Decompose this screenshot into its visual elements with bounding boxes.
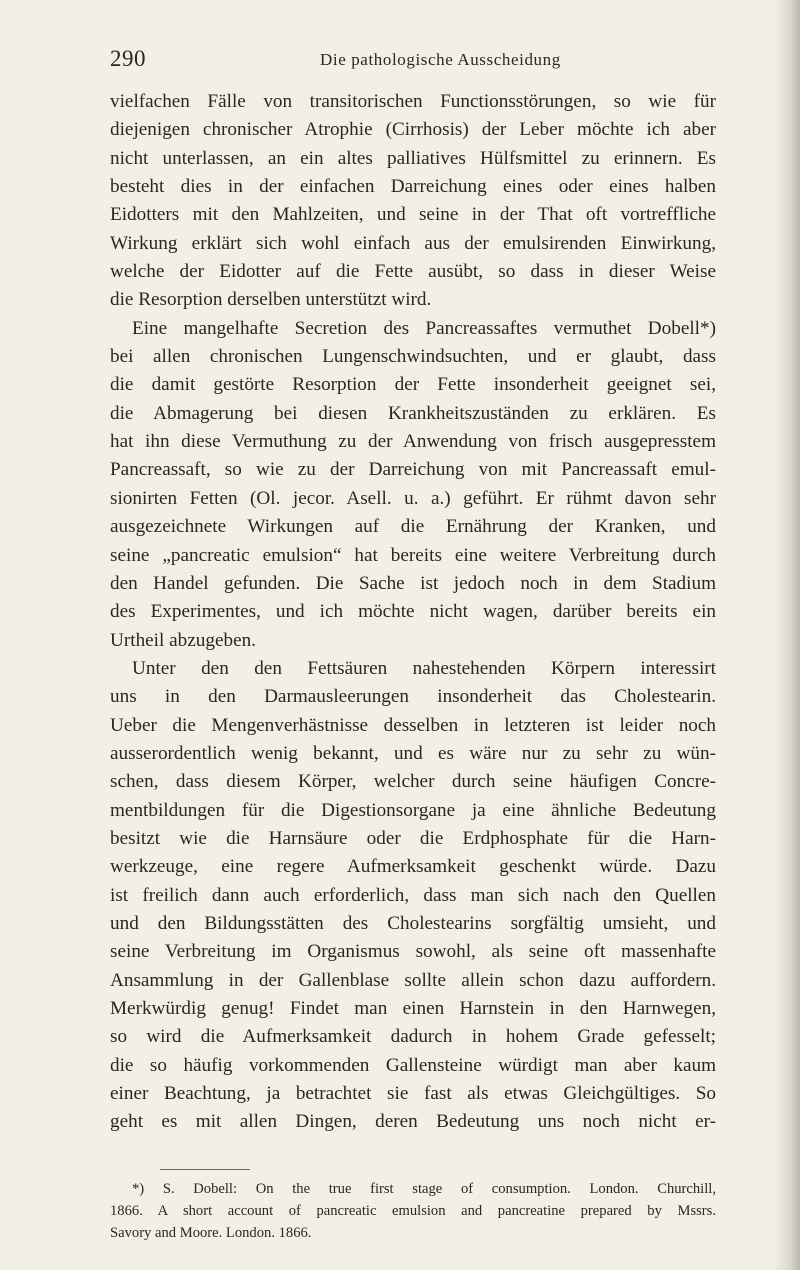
text-line: Urtheil abzugeben. bbox=[110, 629, 256, 651]
text-line: hat ihn diese Vermuthung zu der Anwendung von frisch ausgepresstem bbox=[110, 431, 716, 453]
text-line: Pancreassaft, so wie zu der Darreichung von mit Pancreassaft emul- bbox=[110, 459, 716, 481]
page-edge-shadow bbox=[774, 0, 800, 1270]
text-line: Eidotters mit den Mahlzeiten, und seine in der That oft vortreffliche bbox=[110, 204, 716, 226]
text-line: so wird die Aufmerksamkeit dadurch in hohem Grade gefesselt; bbox=[110, 1026, 716, 1048]
text-line: schen, dass diesem Körper, welcher durch seine häufigen Concre- bbox=[110, 771, 716, 793]
text-line: Wirkung erklärt sich wohl einfach aus der emulsirenden Einwirkung, bbox=[110, 232, 716, 254]
text-line: des Experimentes, und ich möchte nicht wagen, darüber bereits ein bbox=[110, 601, 716, 623]
text-line: Unter den den Fettsäuren nahestehenden Körpern interessirt bbox=[132, 657, 716, 679]
text-line: nicht unterlassen, an ein altes palliatives Hülfsmittel zu erinnern. Es bbox=[110, 147, 716, 169]
text-line: seine Verbreitung im Organismus sowohl, als seine oft massenhafte bbox=[110, 941, 716, 963]
text-line: besitzt wie die Harnsäure oder die Erdphosphate für die Harn- bbox=[110, 827, 716, 849]
footnote-divider bbox=[160, 1169, 250, 1170]
text-line: besteht dies in der einfachen Darreichung eines oder eines halben bbox=[110, 176, 716, 198]
text-line: ausserordentlich wenig bekannt, und es wäre nur zu sehr zu wün- bbox=[110, 742, 716, 764]
text-line: und den Bildungsstätten des Cholestearins sorgfältig umsieht, und bbox=[110, 912, 716, 934]
footnote-line: Savory and Moore. London. 1866. bbox=[110, 1225, 312, 1241]
text-line: Ansammlung in der Gallenblase sollte allein schon dazu auffordern. bbox=[110, 969, 716, 991]
text-line: ist freilich dann auch erforderlich, dass man sich nach den Quellen bbox=[110, 884, 716, 906]
text-line: sionirten Fetten (Ol. jecor. Asell. u. a.) geführt. Er rühmt davon sehr bbox=[110, 487, 716, 509]
text-line: geht es mit allen Dingen, deren Bedeutung uns noch nicht er- bbox=[110, 1111, 716, 1133]
running-head bbox=[110, 46, 716, 76]
text-line: mentbildungen für die Digestionsorgane ja eine ähnliche Bedeutung bbox=[110, 799, 716, 821]
running-title: Die pathologische Ausscheidung bbox=[320, 50, 561, 69]
footnote-line: *) S. Dobell: On the true first stage of consumption. London. Churchill, bbox=[132, 1181, 716, 1197]
text-line: die Abmagerung bei diesen Krankheitszuständen zu erklären. Es bbox=[110, 402, 716, 424]
footnote bbox=[110, 1178, 716, 1244]
text-line: uns in den Darmausleerungen insonderheit das Cholestearin. bbox=[110, 686, 716, 708]
text-line: werkzeuge, eine regere Aufmerksamkeit geschenkt würde. Dazu bbox=[110, 856, 716, 878]
text-line: die damit gestörte Resorption der Fette insonderheit geeignet sei, bbox=[110, 374, 716, 396]
text-line: welche der Eidotter auf die Fette ausübt, so dass in dieser Weise bbox=[110, 261, 716, 283]
page-number: 290 bbox=[110, 46, 146, 71]
text-line: Merkwürdig genug! Findet man einen Harnstein in den Harnwegen, bbox=[110, 998, 716, 1019]
text-line: einer Beachtung, ja betrachtet sie fast als etwas Gleichgültiges. So bbox=[110, 1083, 716, 1105]
footnote-line: 1866. A short account of pancreatic emulsion and pancreatine prepared by Mssrs. bbox=[110, 1203, 716, 1219]
text-line: Ueber die Mengenverhästnisse desselben in letzteren ist leider noch bbox=[110, 714, 716, 736]
text-line: den Handel gefunden. Die Sache ist jedoch noch in dem Stadium bbox=[110, 572, 716, 594]
text-line: die so häufig vorkommenden Gallensteine würdigt man aber kaum bbox=[110, 1054, 716, 1076]
text-line: seine „pancreatic emulsion“ hat bereits eine weitere Verbreitung durch bbox=[110, 544, 716, 566]
text-line: diejenigen chronischer Atrophie (Cirrhosis) der Leber möchte ich aber bbox=[110, 119, 716, 141]
body-text bbox=[110, 88, 716, 1137]
text-line: ausgezeichnete Wirkungen auf die Ernährung der Kranken, und bbox=[110, 516, 716, 538]
text-line: bei allen chronischen Lungenschwindsuchten, und er glaubt, dass bbox=[110, 346, 716, 368]
text-line: vielfachen Fälle von transitorischen Functionsstörungen, so wie für bbox=[110, 91, 716, 112]
text-line: die Resorption derselben unterstützt wird. bbox=[110, 289, 432, 311]
text-line: Eine mangelhafte Secretion des Pancreassaftes vermuthet Dobell*) bbox=[132, 317, 716, 339]
